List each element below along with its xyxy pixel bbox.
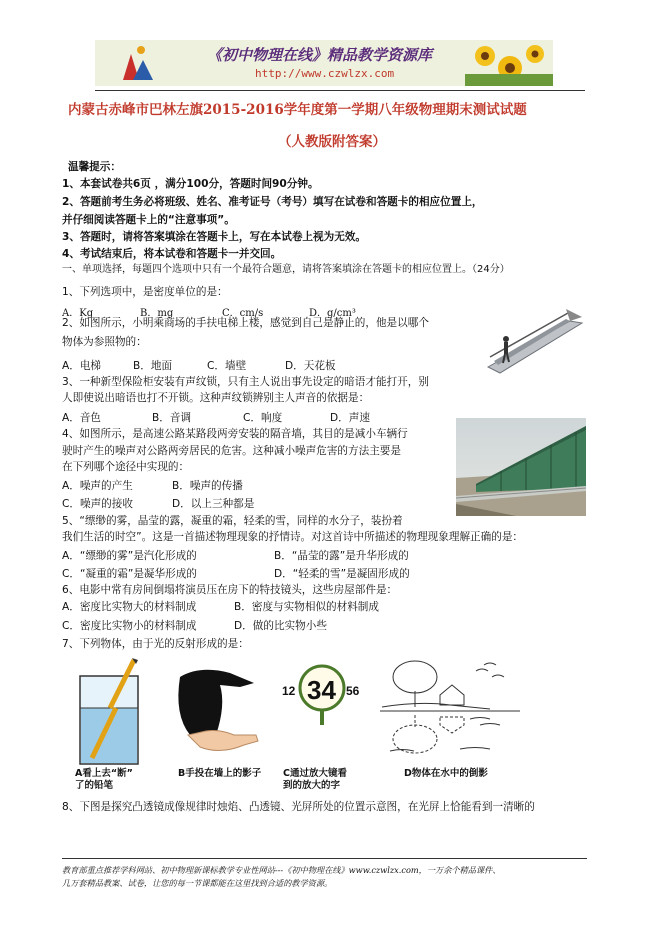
doc-subtitle: （人教版附答案） (278, 134, 386, 150)
q3-stem: 3、一种新型保险柜安装有声纹锁，只有主人说出事先设定的暗语才能打开，别 (62, 376, 429, 388)
water-reflection-image (380, 655, 520, 760)
q6-option-b: B．密度与实物相似的材料制成 (234, 601, 379, 613)
banner-url[interactable]: http://www.czwlzx.com (255, 67, 395, 80)
q4-option-c: C．噪声的接收 (62, 498, 133, 510)
q3-option-c: C．响度 (243, 412, 283, 424)
q2-option-b: B．地面 (133, 360, 173, 372)
footer-line: 几万套精品教案、试卷，让您的每一节课都能在这里找到合适的教学资源。 (62, 878, 333, 888)
hand-shadow-image (160, 665, 260, 757)
q5-option-b: B．“晶莹的露”是升华形成的 (274, 550, 409, 562)
q1-option-b: B．mg (140, 308, 174, 319)
q4-option-d: D．以上三种都是 (172, 498, 255, 510)
q5-option-d: D．“轻柔的雪”是凝固形成的 (274, 568, 410, 580)
q3-option-b: B．音调 (152, 412, 192, 424)
tips-item: 4、考试结束后，将本试卷和答题卡一并交回。 (62, 248, 282, 260)
q7-caption-b: B手投在墙上的影子 (178, 768, 262, 779)
doc-title: 内蒙古赤峰市巴林左旗2015-2016学年度第一学期八年级物理期末测试试题 (68, 102, 527, 118)
header-banner (95, 40, 553, 86)
footer-divider (62, 858, 587, 859)
magnifier-digits-right: 56 (346, 684, 360, 698)
q4-stem: 在下列哪个途径中实现的： (62, 461, 190, 473)
q1-option-d: D．g/cm³ (309, 308, 356, 319)
q6-stem: 6、电影中常有房间倒塌将演员压在房下的特技镜头，这些房屋部件是： (62, 584, 398, 596)
q1-option-a: A．Kg (62, 308, 94, 319)
q4-option-a: A．噪声的产生 (62, 480, 133, 492)
q2-stem: 2、如图所示，小明乘商场的手扶电梯上楼，感觉到自己是静止的，他是以哪个 (62, 317, 429, 329)
tips-heading: 温馨提示： (68, 161, 121, 173)
q6-option-c: C．密度比实物小的材料制成 (62, 620, 197, 632)
q2-stem: 物体为参照物的： (62, 336, 147, 348)
escalator-image (470, 305, 595, 377)
q3-option-a: A．音色 (62, 412, 102, 424)
q5-stem: 我们生活的时空”。这是一首描述物理现象的抒情诗。对这首诗中所描述的物理现象理解正确的是： (62, 531, 524, 543)
q8-stem: 8、下图是探究凸透镜成像规律时烛焰、凸透镜、光屏所处的位置示意图，在光屏上恰能看到一清晰的 (62, 801, 535, 813)
q5-option-a: A．“缥缈的雾”是汽化形成的 (62, 550, 197, 562)
q7-caption-d: D物体在水中的倒影 (404, 768, 488, 779)
q2-option-a: A．电梯 (62, 360, 102, 372)
magnifier-image (282, 655, 364, 725)
q2-option-d: D．天花板 (285, 360, 336, 372)
q4-stem: 驶时产生的噪声对公路两旁居民的危害。这种减小噪声危害的方法主要是 (62, 445, 401, 457)
tips-item: 2、答题前考生务必将班级、姓名、准考证号（考号）填写在试卷和答题卡的相应位置上， (62, 196, 483, 208)
q7-caption-a: A看上去“断” 了的铅笔 (75, 768, 133, 791)
q1-option-c: C．cm/s (222, 308, 264, 319)
tips-item: 并仔细阅读答题卡上的“注意事项”。 (62, 214, 235, 226)
magnifier-digits-center: 34 (307, 675, 336, 705)
noise-barrier-image (456, 418, 586, 516)
footer-line: 教育部重点推荐学科网站、初中物理新课标教学专业性网站---《初中物理在线》www.czwlzx.com，一万余个精品课件、 (62, 865, 501, 875)
q4-option-b: B．噪声的传播 (172, 480, 243, 492)
q6-option-a: A．密度比实物大的材料制成 (62, 601, 197, 613)
q3-stem: 人即使说出暗语也打不开锁。这种声纹锁辨别主人声音的依据是： (62, 392, 370, 404)
q4-stem: 4、如图所示，是高速公路某路段两旁安装的隔音墙，其目的是减小车辆行 (62, 428, 408, 440)
header-divider (95, 90, 585, 91)
pencil-in-glass-image (72, 658, 152, 766)
q5-stem: 5、“缥缈的雾，晶莹的露，凝重的霜，轻柔的雪，同样的水分子，装扮着 (62, 515, 403, 527)
section-heading: 一、单项选择，每题四个选项中只有一个最符合题意，请将答案填涂在答题卡的相应位置上。（24分） (62, 264, 510, 275)
tips-item: 1、本套试卷共6页 ，满分100分，答题时间90分钟。 (62, 178, 319, 190)
q6-option-d: D．做的比实物小些 (234, 620, 327, 632)
q3-option-d: D．声速 (330, 412, 370, 424)
q5-option-c: C．“凝重的霜”是凝华形成的 (62, 568, 197, 580)
tips-item: 3、答题时，请将答案填涂在答题卡上，写在本试卷上视为无效。 (62, 231, 366, 243)
q2-option-c: C．墙壁 (207, 360, 247, 372)
banner-title: 《初中物理在线》精品教学资源库 (207, 46, 433, 64)
q7-stem: 7、下列物体，由于光的反射形成的是： (62, 638, 249, 650)
q7-caption-c: C通过放大镜看 到的放大的字 (283, 768, 347, 791)
magnifier-digits-left: 12 (282, 684, 296, 698)
q1-stem: 1、下列选项中，是密度单位的是： (62, 286, 228, 298)
